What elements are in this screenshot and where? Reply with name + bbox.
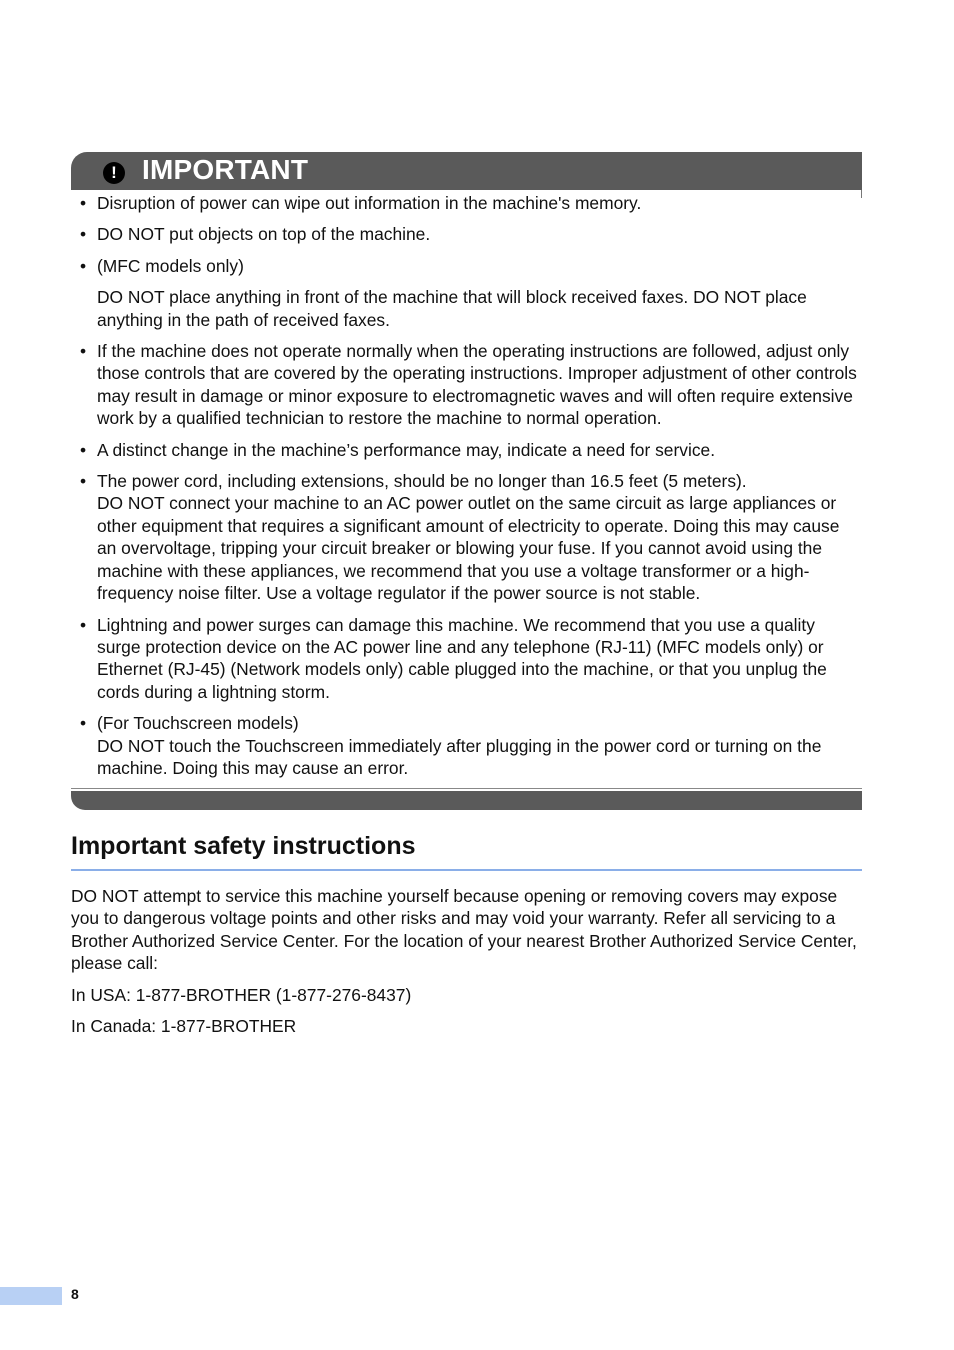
list-item [71, 192, 861, 214]
usa-phone: In USA: 1-877-BROTHER (1-877-276-8437) [71, 984, 412, 1005]
bullet-marker: • [80, 614, 87, 635]
box-right-edge [861, 190, 862, 198]
list-item [71, 255, 861, 331]
page-number: 8 [71, 1286, 79, 1302]
list-item [71, 712, 861, 779]
exclamation-icon: ! [103, 162, 125, 184]
list-item-text: DO NOT place anything in front of the machine that will block received faxes. DO NOT place anything in the path of received faxes. [97, 287, 807, 330]
list-item-text: (MFC models only) [97, 255, 244, 276]
section-title: Important safety instructions [71, 832, 416, 860]
list-item-text: (For Touchscreen models) [97, 713, 299, 734]
list-item [71, 470, 861, 604]
important-list [71, 192, 861, 788]
bullet-marker: • [80, 255, 87, 276]
list-item-text: If the machine does not operate normally when the operating instructions are followed, adjust only those controls that are covered by the operating instructions. Improper adjustment of other controls may result in damage or minor exposure to electromagnetic waves and will often require extensive work by a qualified technician to restore the machine to normal operation. [97, 341, 857, 429]
bullet-marker: • [80, 471, 87, 492]
list-item-text: DO NOT touch the Touchscreen immediately after plugging in the power cord or turning on the machine. Doing this may cause an error. [97, 735, 822, 778]
list-item [71, 439, 861, 461]
important-footer-line [71, 788, 862, 789]
section-body [71, 885, 861, 1046]
important-header [71, 152, 862, 190]
bullet-marker: • [80, 439, 87, 460]
bullet-marker: • [80, 224, 87, 245]
list-item-text: DO NOT connect your machine to an AC power outlet on the same circuit as large appliances or other equipment that requires a significant amount of electricity to operate. Doing this may cause an overvoltage, tripping your circuit breaker or blowing your fuse. If you cannot avoid using the machine with these appliances, we recommend that you use a voltage transformer or a high-frequency noise filter. Use a voltage regulator if the power source is not stable. [97, 493, 840, 604]
list-item-text: DO NOT put objects on top of the machine. [97, 224, 431, 245]
list-item [71, 223, 861, 245]
body-paragraph: DO NOT attempt to service this machine yourself because opening or removing covers may expose you to dangerous voltage points and other risks and may void your warranty. Refer all servicing to a Brother Authorized Service Center. For the location of your nearest Brother Authorized Service Center, please call: [71, 886, 857, 974]
list-item [71, 614, 861, 704]
bullet-marker: • [80, 713, 87, 734]
section-divider [71, 869, 862, 871]
important-title: IMPORTANT [142, 154, 309, 185]
list-item [71, 340, 861, 430]
bullet-marker: • [80, 341, 87, 362]
bullet-marker: • [80, 193, 87, 213]
list-item-text: Disruption of power can wipe out information in the machine's memory. [97, 193, 642, 213]
list-item-text: A distinct change in the machine’s performance may, indicate a need for service. [97, 439, 716, 460]
important-footer-bar [71, 791, 862, 810]
list-item-text: Lightning and power surges can damage this machine. We recommend that you use a quality surge protection device on the AC power line and any telephone (RJ-11) (MFC models only) or Ethernet (RJ-45) (Network models only) cable plugged into the machine, or that you unplug the cords during a lightning storm. [97, 614, 827, 702]
canada-phone: In Canada: 1-877-BROTHER [71, 1016, 297, 1037]
list-item-text: The power cord, including extensions, should be no longer than 16.5 feet (5 meters). [97, 471, 747, 492]
page-tab [0, 1287, 62, 1305]
